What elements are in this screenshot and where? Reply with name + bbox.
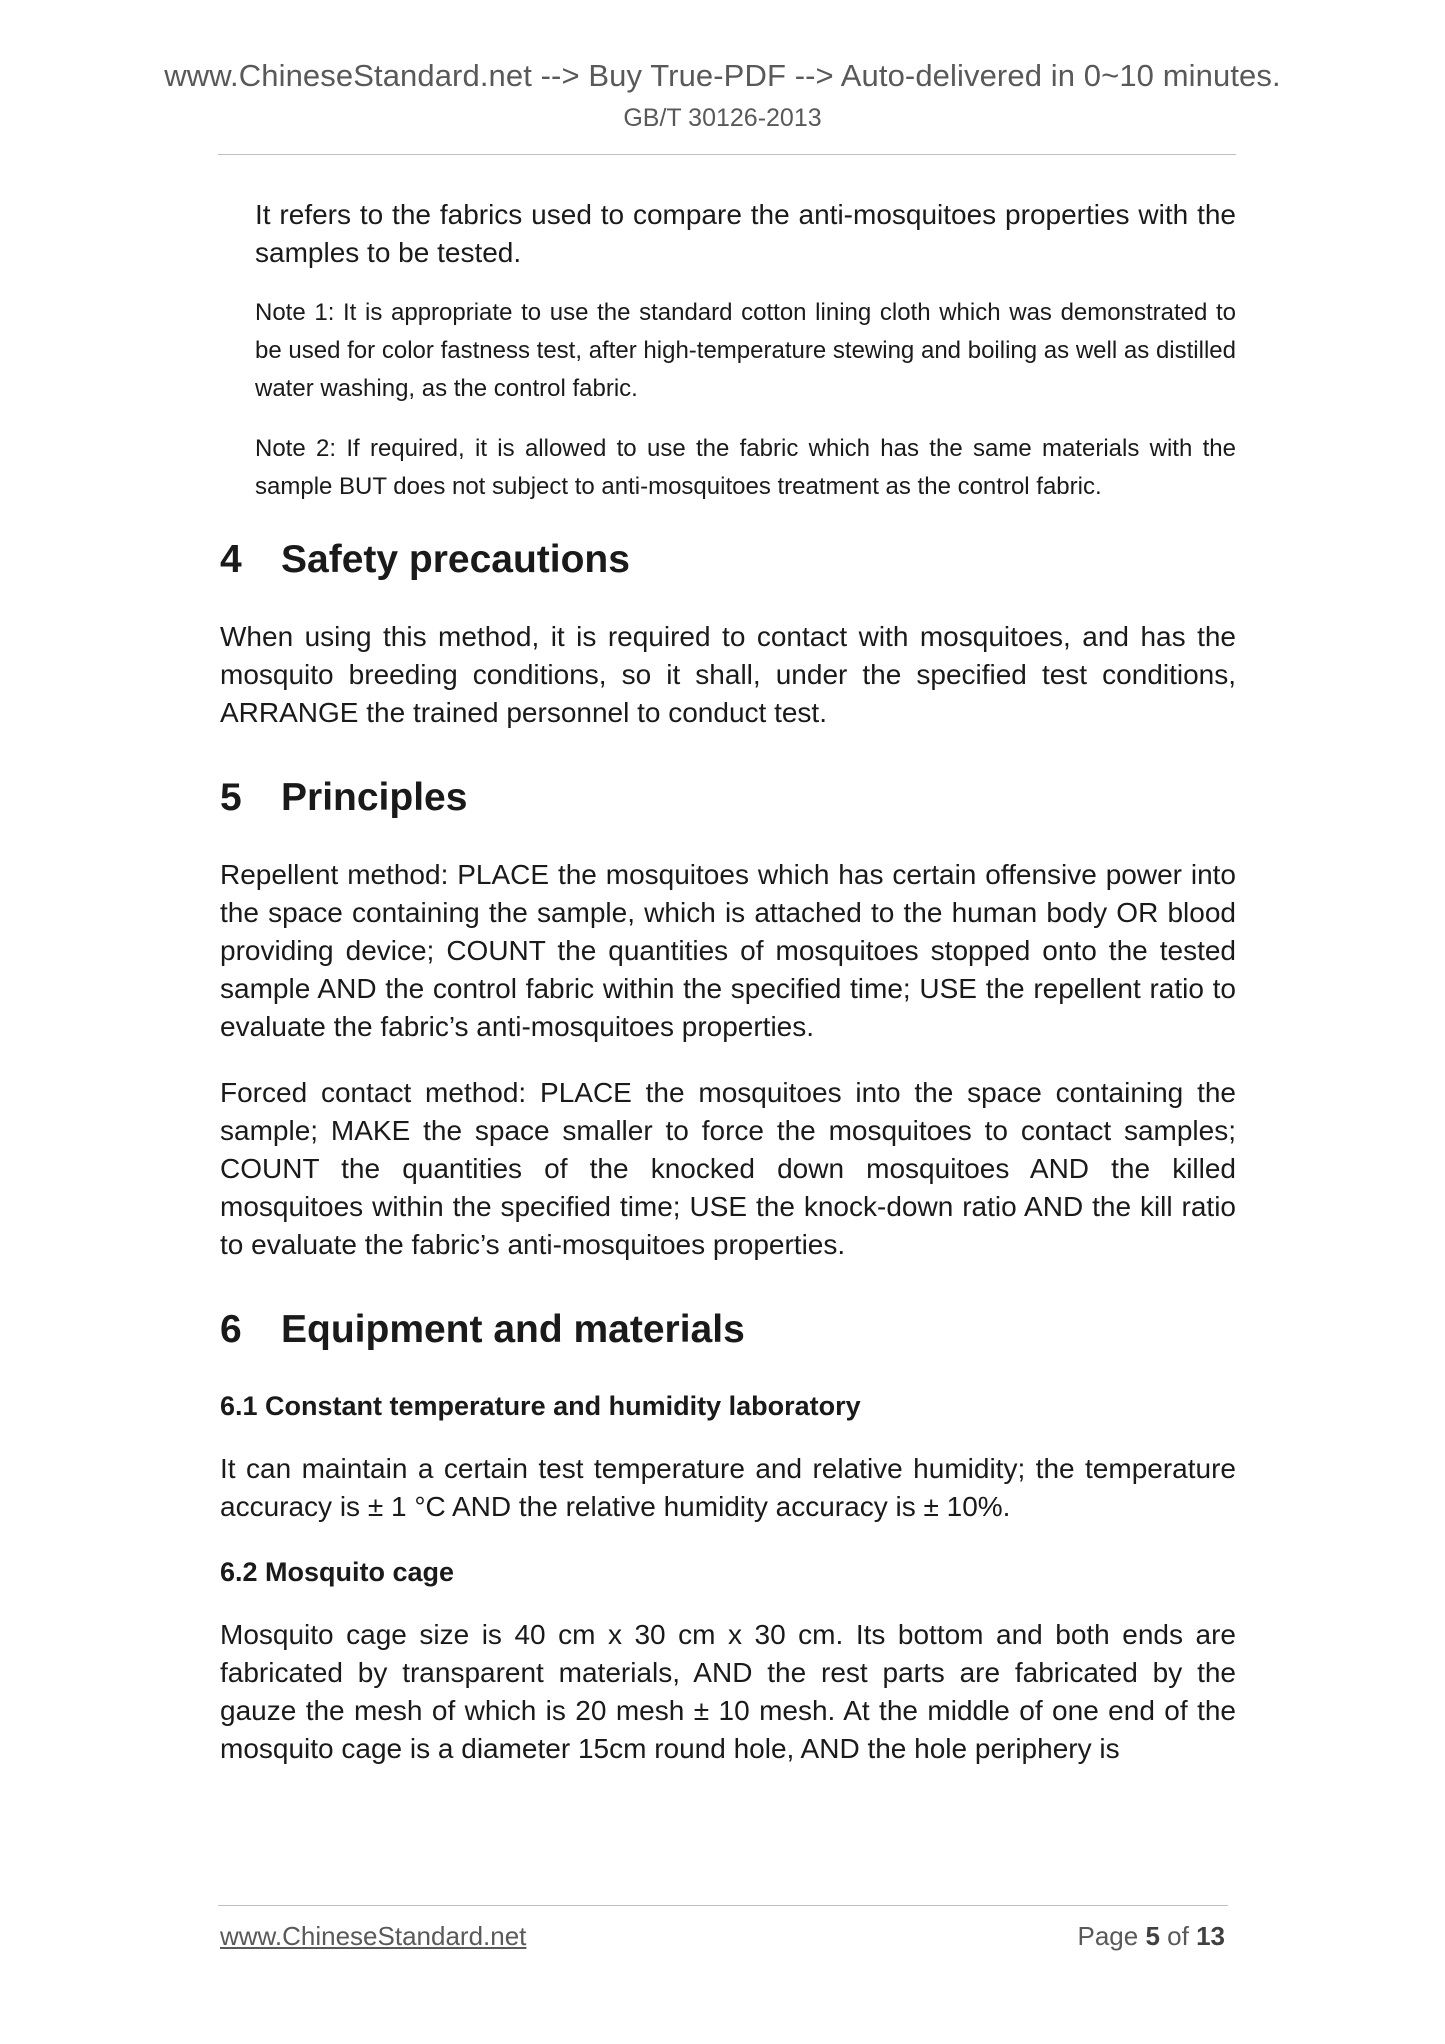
section-title: Equipment and materials xyxy=(281,1308,745,1351)
subsection-6-2-heading: 6.2 Mosquito cage xyxy=(220,1557,455,1587)
section-4-body: When using this method, it is required to contact with mosquitoes, and has the mosquito breeding conditions, so it shall, under the specified test conditions, ARRANGE the trained personnel to conduct test. xyxy=(220,621,1236,728)
header-divider xyxy=(218,154,1236,155)
section-title: Principles xyxy=(281,776,468,819)
page-current: 5 xyxy=(1145,1921,1160,1951)
section-number: 5 xyxy=(220,776,242,819)
section-4-heading xyxy=(220,536,1236,584)
footer-divider xyxy=(218,1905,1228,1906)
note-1: Note 1: It is appropriate to use the standard cotton lining cloth which was demonstrated to be used for color fastness test, after high-temperature stewing and boiling as well as distilled water washing, as the control fabric. xyxy=(255,299,1236,402)
note-2: Note 2: If required, it is allowed to use the fabric which has the same materials with the sample BUT does not subject to anti-mosquitoes treatment as the control fabric. xyxy=(255,435,1236,500)
section-number: 4 xyxy=(220,538,242,581)
definition-text: It refers to the fabrics used to compare the anti-mosquitoes properties with the samples to be tested. xyxy=(255,199,1236,268)
page-label: Page xyxy=(1077,1921,1139,1951)
section-6-heading xyxy=(220,1306,1236,1354)
footer-site-link[interactable]: www.ChineseStandard.net xyxy=(220,1921,527,1951)
subsection-6-1-heading: 6.1 Constant temperature and humidity laboratory xyxy=(220,1391,861,1421)
section-number: 6 xyxy=(220,1308,242,1351)
subsection-6-1-body: It can maintain a certain test temperature and relative humidity; the temperature accuracy is ± 1 °C AND the relative humidity accuracy is ± 10%. xyxy=(220,1453,1236,1522)
repellent-method-paragraph: Repellent method: PLACE the mosquitoes which has certain offensive power into the space containing the sample, which is attached to the human body OR blood providing device; COUNT the quantities of mosquitoes stopped onto the tested sample AND the control fabric within the specified time; USE the repellent ratio to evaluate the fabric’s anti-mosquitoes properties. xyxy=(220,859,1236,1042)
header-banner: www.ChineseStandard.net --> Buy True-PDF --> Auto-delivered in 0~10 minutes. xyxy=(164,58,1281,93)
document-code: GB/T 30126-2013 xyxy=(623,104,822,132)
page-header xyxy=(0,58,1445,133)
page-of-label: of xyxy=(1167,1921,1189,1951)
section-5-heading xyxy=(220,774,1236,822)
page-total: 13 xyxy=(1196,1921,1225,1951)
forced-contact-paragraph: Forced contact method: PLACE the mosquitoes into the space containing the sample; MAKE the space smaller to force the mosquitoes to contact samples; COUNT the quantities of the knocked down mosquitoes AND the killed mosquitoes within the specified time; USE the knock-down ratio AND the kill ratio to evaluate the fabric’s anti-mosquitoes properties. xyxy=(220,1077,1236,1260)
section-title: Safety precautions xyxy=(281,538,630,581)
definition-block xyxy=(220,196,1236,506)
page-number xyxy=(1077,1921,1225,1952)
page-content xyxy=(220,196,1236,1796)
subsection-6-2-body: Mosquito cage size is 40 cm x 30 cm x 30 cm. Its bottom and both ends are fabricated by transparent materials, AND the rest parts are fabricated by the gauze the mesh of which is 20 mesh ± 10 mesh. At the middle of one end of the mosquito cage is a diameter 15cm round hole, AND the hole periphery is xyxy=(220,1619,1236,1764)
